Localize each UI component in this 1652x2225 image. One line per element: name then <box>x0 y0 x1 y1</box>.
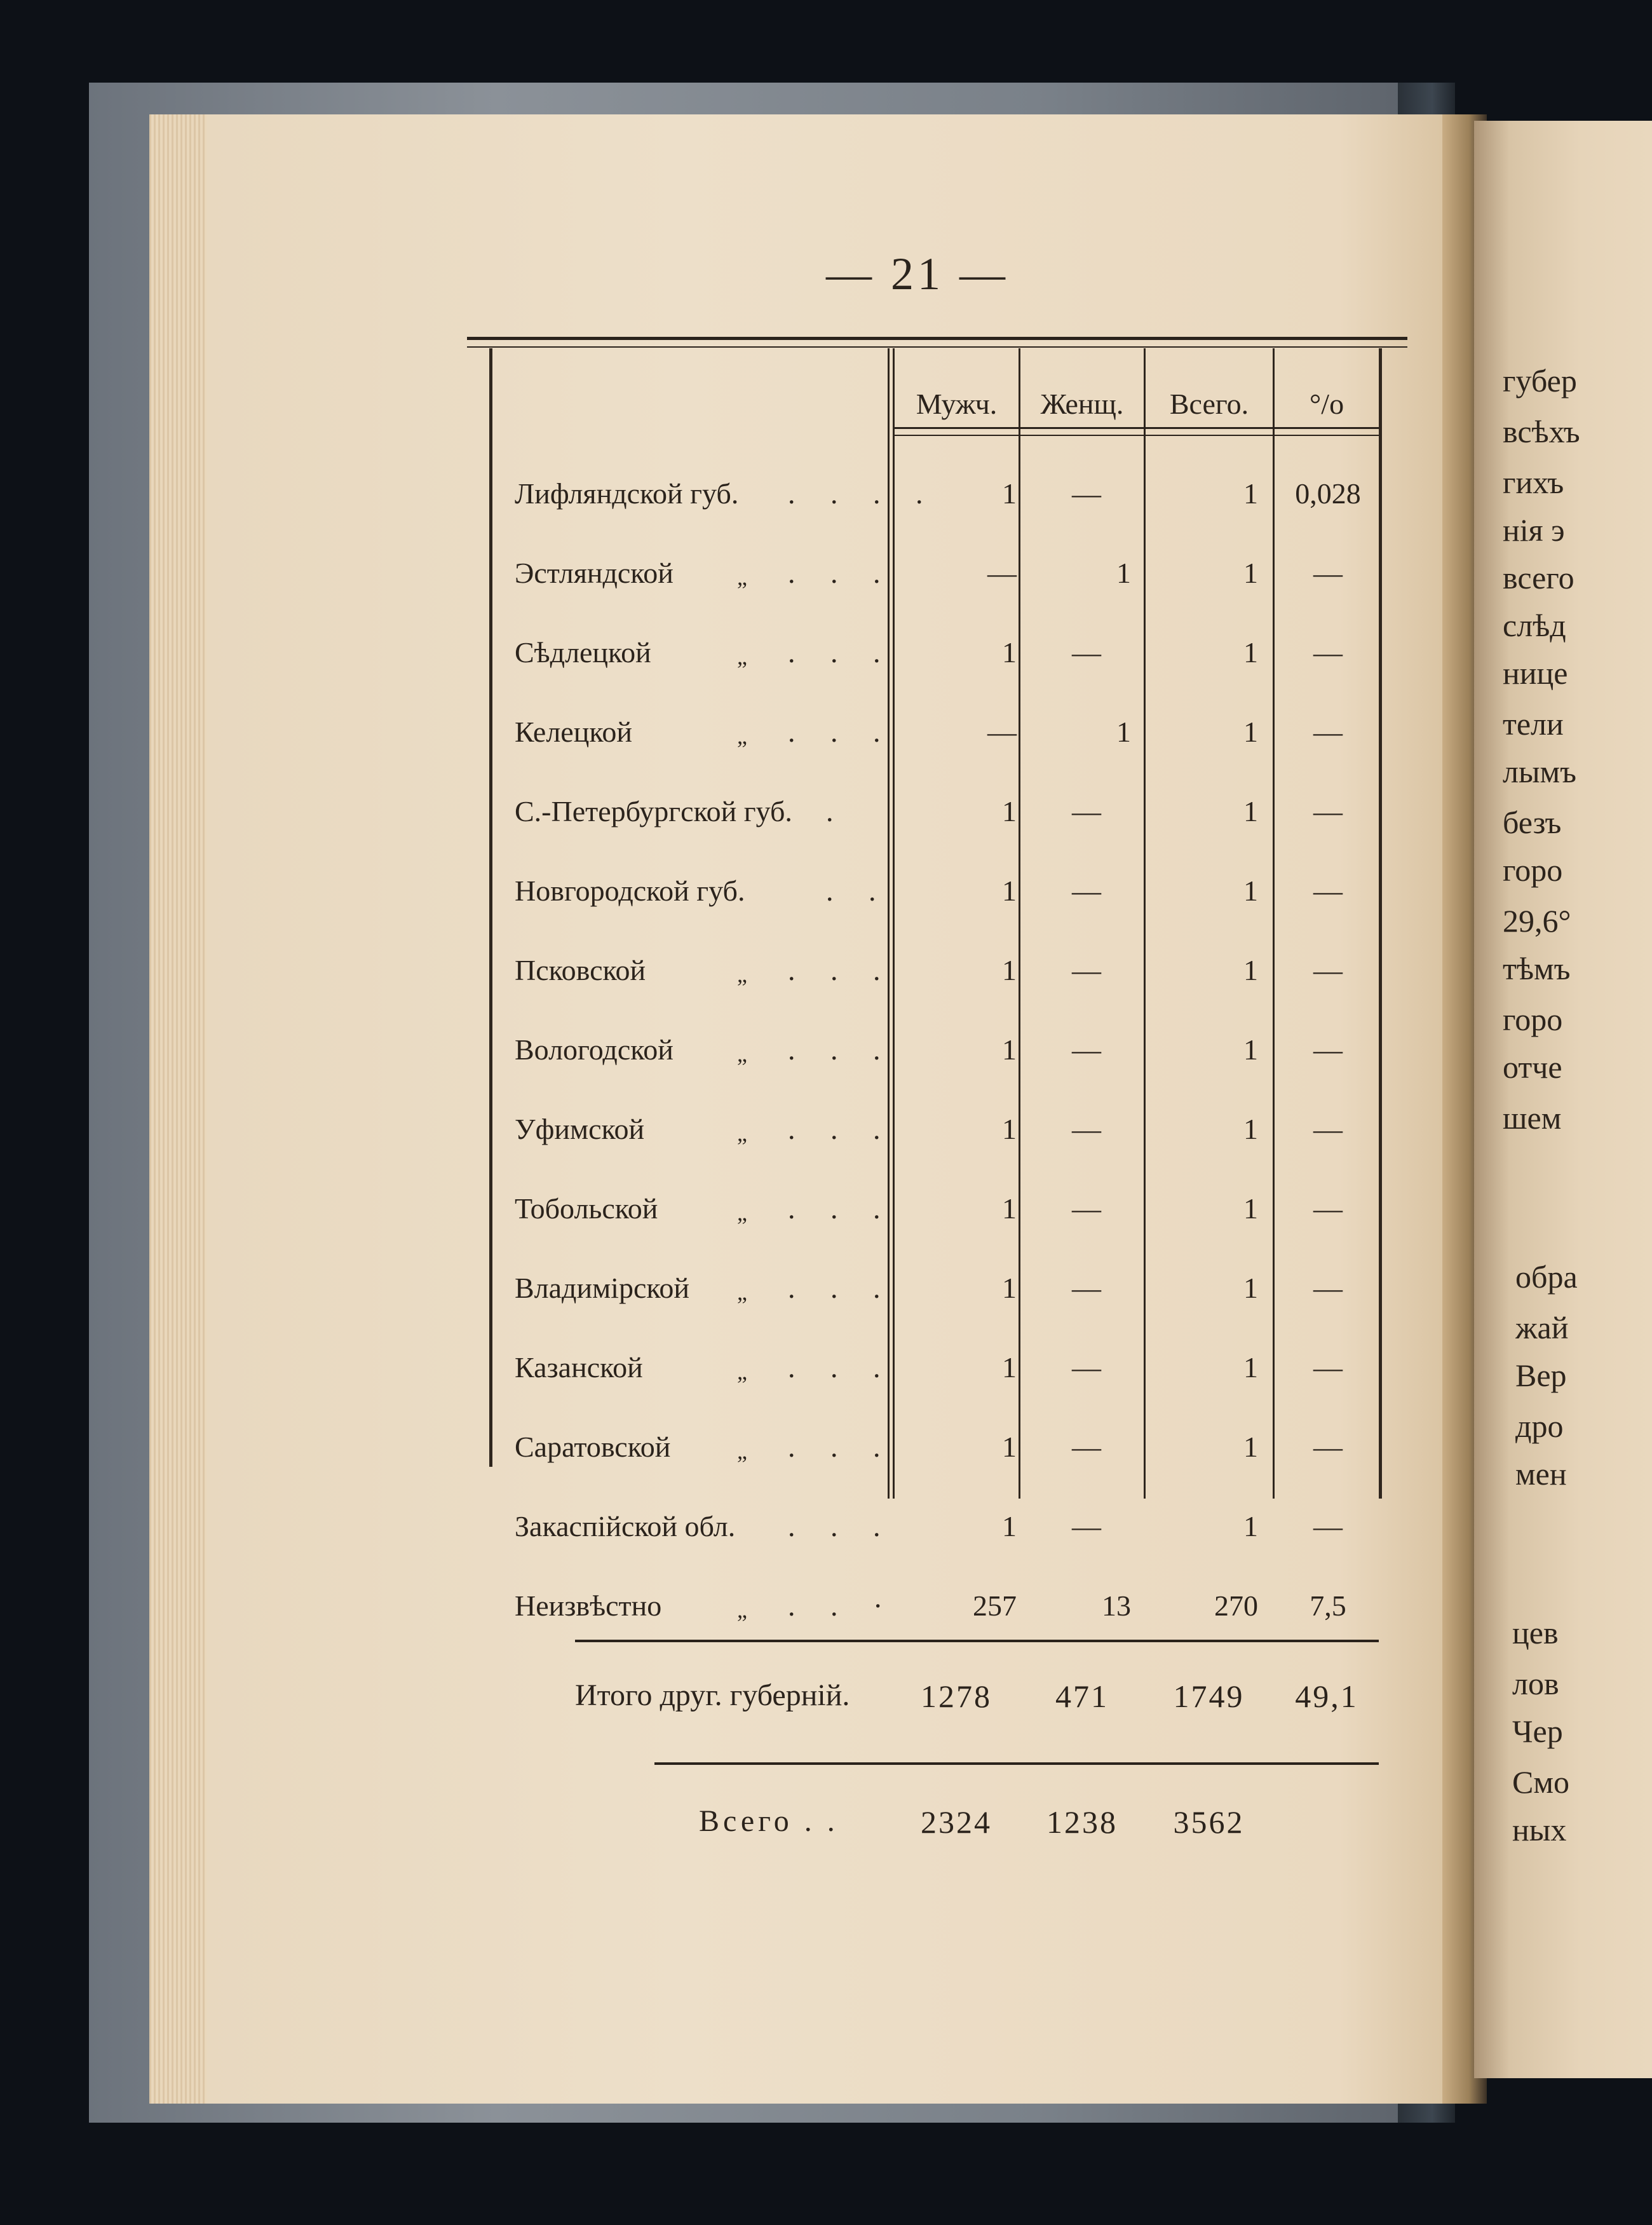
subtotal-percent: 49,1 <box>1295 1678 1358 1714</box>
right-page-line: ных <box>1512 1812 1567 1847</box>
ditto-mark: „ <box>737 1597 747 1623</box>
right-page-line: тели <box>1503 706 1564 742</box>
cell-women: — <box>1072 1431 1101 1463</box>
cell-women: — <box>1072 1192 1101 1225</box>
cell-men: 1 <box>1002 636 1017 669</box>
right-page-line: нія э <box>1503 512 1565 548</box>
row-name: Вологодской <box>515 1033 674 1066</box>
right-page-line: жай <box>1515 1310 1569 1345</box>
cell-percent: — <box>1313 874 1343 907</box>
cell-women: — <box>1072 1033 1101 1066</box>
cell-total: 1 <box>1243 1033 1258 1066</box>
cell-total: 1 <box>1243 557 1258 589</box>
ditto-mark: „ <box>737 1279 747 1305</box>
column-divider <box>1019 348 1020 1499</box>
cell-women: — <box>1072 874 1101 907</box>
page-number: — 21 — <box>826 248 1009 299</box>
row-name: Новгородской губ. <box>515 874 745 907</box>
right-page-line: цев <box>1512 1615 1559 1650</box>
leader-dots: . . . <box>788 1431 895 1463</box>
leader-dots: . . . <box>788 1033 895 1066</box>
row-name: Келецкой <box>515 716 632 748</box>
cell-total: 1 <box>1243 1272 1258 1304</box>
cell-percent: — <box>1313 1351 1343 1384</box>
leader-dots: . . . <box>788 954 895 986</box>
right-page-line: Вер <box>1515 1357 1567 1393</box>
row-name: Казанской <box>515 1351 643 1384</box>
cell-percent: — <box>1313 557 1343 589</box>
cell-total: 270 <box>1214 1589 1258 1622</box>
right-page-line: дро <box>1515 1408 1564 1444</box>
table-left-border <box>489 348 492 1467</box>
row-name: Сѣдлецкой <box>515 636 651 669</box>
column-divider <box>893 348 895 1499</box>
table-right-border <box>1379 348 1382 1499</box>
cell-men: 1 <box>1002 1510 1017 1542</box>
cell-total: 1 <box>1243 636 1258 669</box>
column-header-total: Всего. <box>1169 387 1249 420</box>
leader-dots: . . . <box>788 716 895 748</box>
cell-percent: — <box>1313 1272 1343 1304</box>
subtotal-men: 1278 <box>921 1678 992 1714</box>
leader-dots: . . . <box>788 1113 895 1145</box>
cell-men: 1 <box>1002 1113 1017 1145</box>
right-page-line: Чер <box>1512 1713 1563 1749</box>
cell-women: 13 <box>1102 1589 1131 1622</box>
subtotal-total: 1749 <box>1173 1678 1245 1714</box>
cell-total: 1 <box>1243 1510 1258 1542</box>
cell-men: 1 <box>1002 1431 1017 1463</box>
ditto-mark: „ <box>737 1438 747 1464</box>
cell-men: 1 <box>1002 1351 1017 1384</box>
cell-percent: — <box>1313 636 1343 669</box>
leader-dots: . . . <box>788 1192 895 1225</box>
cell-total: 1 <box>1243 874 1258 907</box>
row-name: Лифляндской губ. <box>515 477 739 510</box>
cell-percent: — <box>1313 716 1343 748</box>
ditto-mark: „ <box>737 564 747 590</box>
leader-dots: . . . . <box>788 477 937 510</box>
row-name: Закаспійской обл. <box>515 1510 736 1542</box>
cell-total: 1 <box>1243 1113 1258 1145</box>
right-page-line: шем <box>1503 1100 1562 1136</box>
cell-total: 1 <box>1243 477 1258 510</box>
ditto-mark: „ <box>737 644 747 669</box>
cell-total: 1 <box>1243 954 1258 986</box>
right-page-line: слѣд <box>1503 608 1566 643</box>
cell-percent: 7,5 <box>1310 1589 1346 1622</box>
cell-percent: — <box>1313 1192 1343 1225</box>
ditto-mark: „ <box>737 1041 747 1066</box>
right-page-line: губер <box>1503 363 1577 398</box>
column-divider <box>1144 348 1146 1499</box>
right-page-line: гихъ <box>1503 465 1564 500</box>
cell-percent: — <box>1313 1510 1343 1542</box>
leader-dots: . . · <box>788 1589 897 1622</box>
row-name: Уфимской <box>515 1113 645 1145</box>
cell-total: 1 <box>1243 795 1258 827</box>
cell-men: 257 <box>973 1589 1017 1622</box>
column-header-percent: °/o <box>1309 387 1344 420</box>
right-page-line: всего <box>1503 560 1574 595</box>
leader-dots: . . . <box>788 1510 895 1542</box>
cell-percent: 0,028 <box>1295 477 1361 510</box>
cell-total: 1 <box>1243 1192 1258 1225</box>
leader-dots: . . . <box>788 1272 895 1304</box>
subtotal-women: 471 <box>1055 1678 1109 1714</box>
cell-women: — <box>1072 1272 1101 1304</box>
cell-percent: — <box>1313 1033 1343 1066</box>
header-rule <box>895 427 1379 429</box>
leader-dots: . . . <box>788 1351 895 1384</box>
right-page-line: горо <box>1503 852 1563 888</box>
row-name: Псковской <box>515 954 646 986</box>
cell-women: — <box>1072 1113 1101 1145</box>
column-divider <box>888 348 890 1499</box>
cell-total: 1 <box>1243 1351 1258 1384</box>
column-header-men: Мужч. <box>916 387 998 420</box>
cell-women: — <box>1072 1351 1101 1384</box>
column-divider <box>1273 348 1275 1499</box>
cell-women: — <box>1072 477 1101 510</box>
cell-men: 1 <box>1002 954 1017 986</box>
right-page-line: нице <box>1503 655 1568 691</box>
right-page-line: горо <box>1503 1002 1563 1037</box>
total-total: 3562 <box>1173 1804 1245 1840</box>
cell-men: 1 <box>1002 1192 1017 1225</box>
cell-total: 1 <box>1243 1431 1258 1463</box>
leader-dots: . . <box>826 874 890 907</box>
cell-men: 1 <box>1002 874 1017 907</box>
cell-percent: — <box>1313 954 1343 986</box>
ditto-mark: „ <box>737 1359 747 1384</box>
right-page-line: лымъ <box>1503 754 1577 789</box>
right-page-line: мен <box>1515 1456 1567 1492</box>
cell-women: — <box>1072 636 1101 669</box>
cell-women: — <box>1072 954 1101 986</box>
cell-men: 1 <box>1002 477 1017 510</box>
ditto-mark: „ <box>737 1120 747 1146</box>
cell-percent: — <box>1313 795 1343 827</box>
cell-men: 1 <box>1002 795 1017 827</box>
cell-men: 1 <box>1002 1033 1017 1066</box>
cell-women: 1 <box>1116 716 1131 748</box>
right-page-line: тѣмъ <box>1503 951 1571 986</box>
ditto-mark: „ <box>737 723 747 749</box>
right-page-line: всѣхъ <box>1503 414 1580 449</box>
column-header-women: Женщ. <box>1040 387 1124 420</box>
cell-total: 1 <box>1243 716 1258 748</box>
row-name: Саратовской <box>515 1431 671 1463</box>
cell-percent: — <box>1313 1431 1343 1463</box>
row-name: Тобольской <box>515 1192 658 1225</box>
row-name: С.-Петербургской губ. <box>515 795 792 827</box>
cell-men: — <box>987 716 1017 748</box>
row-name: Неизвѣстно <box>515 1589 662 1622</box>
right-page-line: лов <box>1512 1666 1559 1701</box>
page-edges <box>149 114 207 2104</box>
right-page-line: отче <box>1503 1049 1562 1085</box>
leader-dots: . . . <box>788 557 895 589</box>
right-page-line: обра <box>1515 1259 1578 1295</box>
row-name: Владимірской <box>515 1272 690 1304</box>
right-page-line: 29,6° <box>1503 903 1571 939</box>
ditto-mark: „ <box>737 962 747 987</box>
total-label: Всего . . <box>699 1804 839 1838</box>
total-rule <box>654 1762 1379 1765</box>
cell-percent: — <box>1313 1113 1343 1145</box>
cell-women: — <box>1072 795 1101 827</box>
subtotal-label: Итого друг. губерній. <box>575 1678 850 1712</box>
cell-men: — <box>987 557 1017 589</box>
header-rule-thin <box>895 435 1379 436</box>
right-page-line: безъ <box>1503 805 1562 840</box>
leader-dots: . . . <box>788 636 895 669</box>
right-page-line: Смо <box>1512 1764 1569 1800</box>
cell-women: 1 <box>1116 557 1131 589</box>
table-top-rule-thin <box>467 346 1407 348</box>
total-women: 1238 <box>1046 1804 1118 1840</box>
ditto-mark: „ <box>737 1200 747 1225</box>
table-top-rule <box>467 337 1407 340</box>
total-men: 2324 <box>921 1804 992 1840</box>
row-name: Эстляндской <box>515 557 674 589</box>
leader-dots: . <box>826 795 848 827</box>
cell-men: 1 <box>1002 1272 1017 1304</box>
cell-women: — <box>1072 1510 1101 1542</box>
subtotal-rule <box>575 1640 1379 1642</box>
